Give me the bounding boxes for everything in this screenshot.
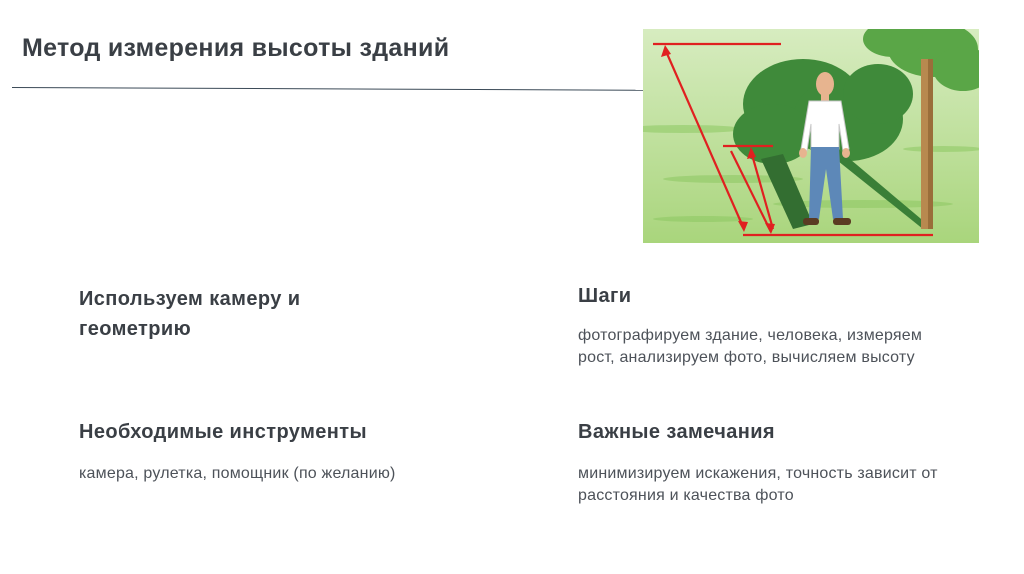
section-notes-text: минимизируем искажения, точность зависит от расстояния и качества фото — [578, 465, 938, 504]
section-steps-heading: Шаги — [578, 285, 632, 307]
page-title: Метод измерения высоты зданий — [22, 34, 450, 62]
section-notes-heading: Важные замечания — [578, 421, 775, 443]
section-tools-heading: Необходимые инструменты — [79, 421, 367, 443]
section-camera-heading: Используем камеру и геометрию — [79, 288, 301, 340]
title-divider — [12, 87, 652, 91]
section-steps-text: фотографируем здание, человека, измеряем рост, анализируем фото, вычисляем высоту — [578, 327, 923, 366]
section-tools-text: камера, рулетка, помощник (по желанию) — [79, 465, 396, 482]
section-notes — [578, 417, 998, 507]
section-tools — [79, 417, 499, 485]
section-camera — [79, 284, 409, 344]
shadow-measurement-illustration — [643, 29, 979, 243]
section-steps — [578, 281, 938, 369]
